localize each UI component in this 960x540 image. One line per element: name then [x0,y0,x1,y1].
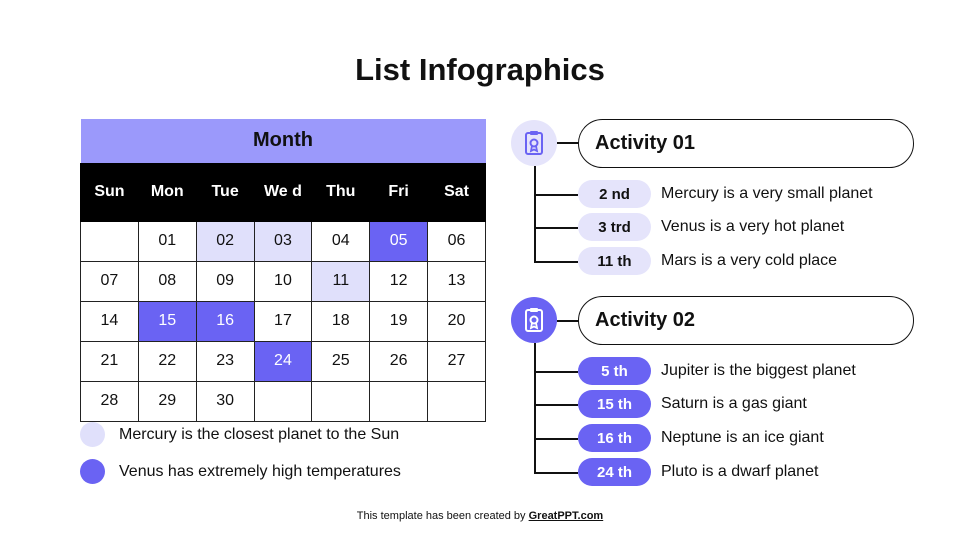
connector-line [534,438,578,440]
calendar-day-cell: 29 [138,381,196,421]
badge-icon [511,120,557,166]
calendar-day-cell: 15 [138,301,196,341]
calendar-empty-cell [370,381,428,421]
activity-title: Activity 02 [595,309,696,331]
day-label: We d [254,163,312,221]
list-item [578,357,856,385]
calendar-day-cell: 09 [196,261,254,301]
legend-label: Venus has extremely high temperatures [119,462,401,480]
activity-title-pill [578,119,914,168]
badge-icon [511,297,557,343]
calendar-day-cell: 06 [428,221,486,261]
calendar-day-cell: 16 [196,301,254,341]
legend-item [80,459,401,484]
item-text: Mars is a very cold place [661,252,838,269]
connector-line [534,194,578,196]
calendar-week-row [81,261,486,301]
item-text: Mercury is a very small planet [661,185,873,202]
list-item [578,180,873,208]
rank-badge: 24 th [578,458,651,486]
calendar-week-row [81,301,486,341]
connector-line [534,343,536,473]
calendar-day-header [81,163,486,221]
rank-badge: 15 th [578,390,651,418]
item-text: Venus is a very hot planet [661,218,845,235]
item-text: Pluto is a dwarf planet [661,463,819,480]
connector-line [557,320,579,322]
calendar-month-label: Month [81,119,486,163]
item-text: Neptune is an ice giant [661,429,824,446]
calendar-empty-cell [254,381,312,421]
activity-title: Activity 01 [595,132,696,154]
footer-credit [0,510,960,522]
day-label: Fri [370,163,428,221]
rank-badge: 16 th [578,424,651,452]
calendar-day-cell: 11 [312,261,370,301]
calendar-day-cell: 04 [312,221,370,261]
page-title: List Infographics [355,52,605,87]
list-item [578,424,824,452]
list-item [578,390,807,418]
calendar-day-cell: 28 [81,381,139,421]
calendar-empty-cell [81,221,139,261]
item-text: Jupiter is the biggest planet [661,362,856,379]
calendar-day-cell: 20 [428,301,486,341]
connector-line [534,404,578,406]
day-label: Tue [196,163,254,221]
legend-dot [80,459,105,484]
calendar-day-cell: 02 [196,221,254,261]
calendar-day-cell: 21 [81,341,139,381]
list-item [578,458,818,486]
calendar-day-cell: 23 [196,341,254,381]
calendar-day-cell: 01 [138,221,196,261]
calendar-day-cell: 10 [254,261,312,301]
day-label: Thu [312,163,370,221]
legend-item [80,422,399,447]
calendar-day-cell: 24 [254,341,312,381]
calendar-empty-cell [312,381,370,421]
rank-badge: 5 th [578,357,651,385]
calendar-empty-cell [428,381,486,421]
footer-text: This template has been created by [356,510,529,522]
calendar-day-cell: 27 [428,341,486,381]
legend-dot [80,422,105,447]
connector-line [557,142,579,144]
list-item [578,213,844,241]
calendar-day-cell: 18 [312,301,370,341]
calendar-day-cell: 03 [254,221,312,261]
calendar-day-cell: 08 [138,261,196,301]
day-label: Sun [81,163,139,221]
connector-line [534,371,578,373]
calendar-week-row [81,381,486,421]
legend-label: Mercury is the closest planet to the Sun [119,425,400,443]
calendar-week-row [81,221,486,261]
calendar-day-cell: 17 [254,301,312,341]
rank-badge: 2 nd [578,180,651,208]
connector-line [534,227,578,229]
day-label: Mon [138,163,196,221]
calendar-day-cell: 13 [428,261,486,301]
calendar-day-cell: 22 [138,341,196,381]
connector-line [534,472,578,474]
rank-badge: 11 th [578,247,651,275]
calendar-week-row [81,341,486,381]
item-text: Saturn is a gas giant [661,395,807,412]
list-item [578,247,837,275]
calendar-day-cell: 12 [370,261,428,301]
footer-link[interactable]: GreatPPT.com [528,510,604,522]
calendar-day-cell: 14 [81,301,139,341]
calendar-day-cell: 25 [312,341,370,381]
calendar-day-cell: 30 [196,381,254,421]
calendar-day-cell: 26 [370,341,428,381]
connector-line [534,261,578,263]
calendar [80,119,486,422]
calendar-day-cell: 19 [370,301,428,341]
calendar-day-cell: 07 [81,261,139,301]
activity-title-pill [578,296,914,345]
connector-line [534,166,536,262]
day-label: Sat [428,163,486,221]
rank-badge: 3 trd [578,213,651,241]
calendar-day-cell: 05 [370,221,428,261]
